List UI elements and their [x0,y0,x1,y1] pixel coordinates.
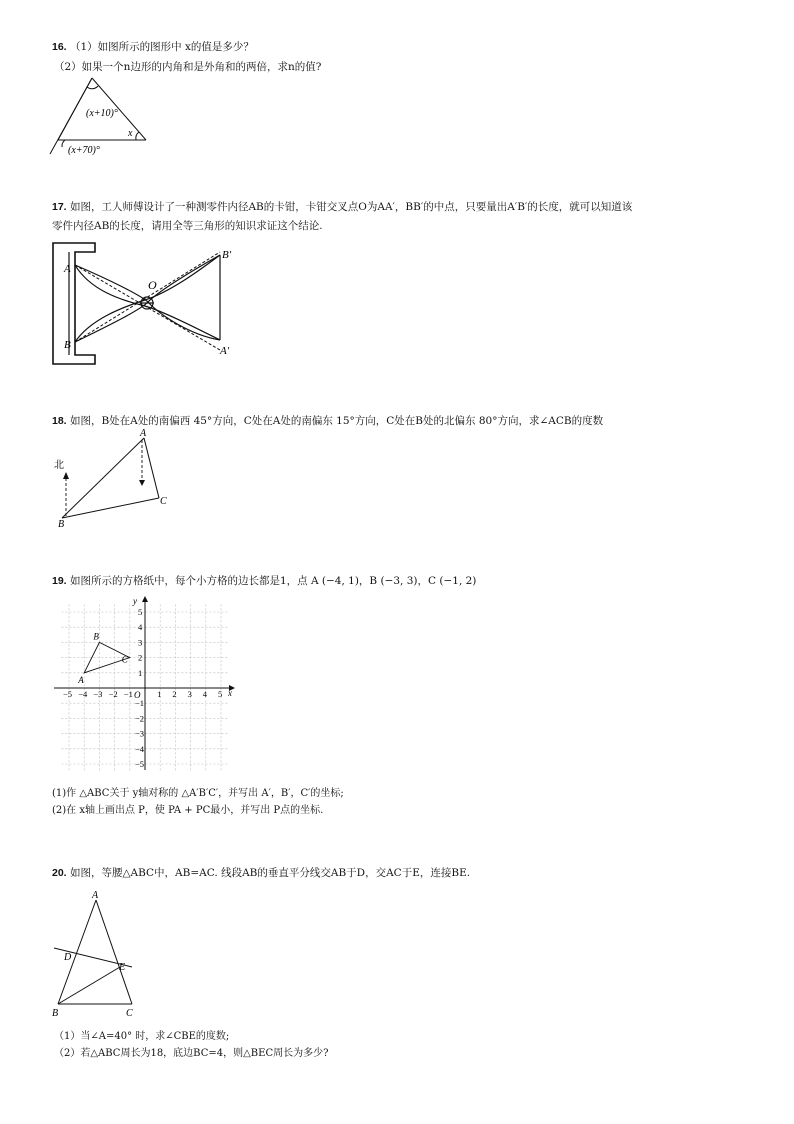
q19-sub1: (1)作 △ABC关于 y轴对称的 △A′B′C′，并写出 A′，B′，C′的坐标; [52,788,344,799]
x-tick-label: −5 [63,689,73,699]
q16-figure [48,78,158,158]
q17-line2: 零件内径AB的长度，请用全等三角形的知识求证这个结论. [52,220,323,232]
x-tick-label: 3 [187,689,192,699]
q16-line1 [52,40,254,54]
x-tick-label: 5 [218,689,223,699]
q17-figure [50,240,250,370]
q19-sub2: (2)在 x轴上画出点 P，使 PA + PC最小，并写出 P点的坐标. [52,805,324,816]
q20-text1: 如图，等腰△ABC中，AB=AC. 线段AB的垂直平分线交AB于D，交AC于E，连接BE. [69,867,471,879]
x-tick-label: −4 [78,689,88,699]
q18-label-A: A [140,428,147,439]
q17-label-B: B [64,339,71,351]
q17-number: 17. [52,201,67,213]
q18-line1 [52,414,603,428]
y-tick-label: −1 [135,698,145,709]
q18-label-north: 北 [54,460,64,471]
q20-figure [48,888,158,1018]
q19-axis-x: x [228,688,232,698]
q19-label-B: B [93,631,99,642]
y-tick-label: 5 [138,607,143,617]
q18-label-B: B [58,519,65,530]
q16-label-bottom: (x+70)° [68,145,100,156]
q16-number: 16. [52,41,67,53]
q18-figure [52,428,182,528]
q17-label-Bprime: B′ [222,249,232,261]
q19-number: 19. [52,575,67,587]
y-tick-label: 1 [138,667,143,678]
q19-text1: 如图所示的方格纸中，每个小方格的边长都是1，点 A (−4, 1)，B (−3, 3)，C (−1, 2) [69,575,477,587]
q20-label-D: D [64,952,72,963]
y-tick-label: −2 [135,713,145,724]
q20-label-C: C [126,1008,133,1019]
q16-text1: （1）如图所示的图形中 x的值是多少？ [69,41,254,53]
q17-text1: 如图，工人师傅设计了一种测零件内径AB的卡钳，卡钳交叉点O为AA′，BB′的中点，只要量出A′B′的长度，就可以知道该 [69,201,633,213]
y-tick-label: 3 [138,637,143,648]
q19-grid-figure [50,594,240,774]
q17-label-A: A [64,263,71,275]
y-tick-label: 2 [138,652,143,663]
q16-line2: （2）如果一个n边形的内角和是外角和的两倍，求n的值? [54,61,322,73]
x-tick-label: −1 [123,689,133,699]
q20-sub1: （1）当∠A=40° 时，求∠CBE的度数; [54,1031,230,1042]
x-tick-label: 2 [172,689,177,699]
q20-line1 [52,866,470,880]
q20-label-E: E [119,962,126,973]
y-tick-label: 4 [138,622,143,633]
q16-label-top: (x+10)° [86,108,118,119]
q19-label-C: C [121,654,128,665]
y-tick-label: −4 [135,743,145,754]
q19-line1 [52,574,476,588]
q18-text1: 如图，B处在A处的南偏西 45°方向，C处在A处的南偏东 15°方向，C处在B处的北偏东 80°方向，求∠ACB的度数 [69,415,604,427]
x-tick-label: 1 [157,689,162,699]
x-tick-label: −2 [108,689,118,699]
q17-label-O: O [148,278,157,292]
q20-sub2: （2）若△ABC周长为18，底边BC=4，则△BEC周长为多少? [54,1048,329,1059]
q16-label-right: x [128,128,133,139]
q18-number: 18. [52,415,67,427]
y-tick-label: −3 [135,728,145,739]
q20-label-A: A [92,890,99,901]
x-tick-label: −3 [93,689,103,699]
q17-label-Aprime: A′ [220,345,230,357]
q20-label-B: B [52,1008,59,1019]
q18-label-C: C [160,496,167,507]
x-tick-label: 4 [202,689,208,699]
q19-label-A: A [78,674,84,685]
q19-axis-y: y [133,596,137,606]
q20-number: 20. [52,867,67,879]
q19-origin: O [134,690,141,700]
q17-line1 [52,200,632,214]
y-tick-label: −5 [135,759,145,769]
